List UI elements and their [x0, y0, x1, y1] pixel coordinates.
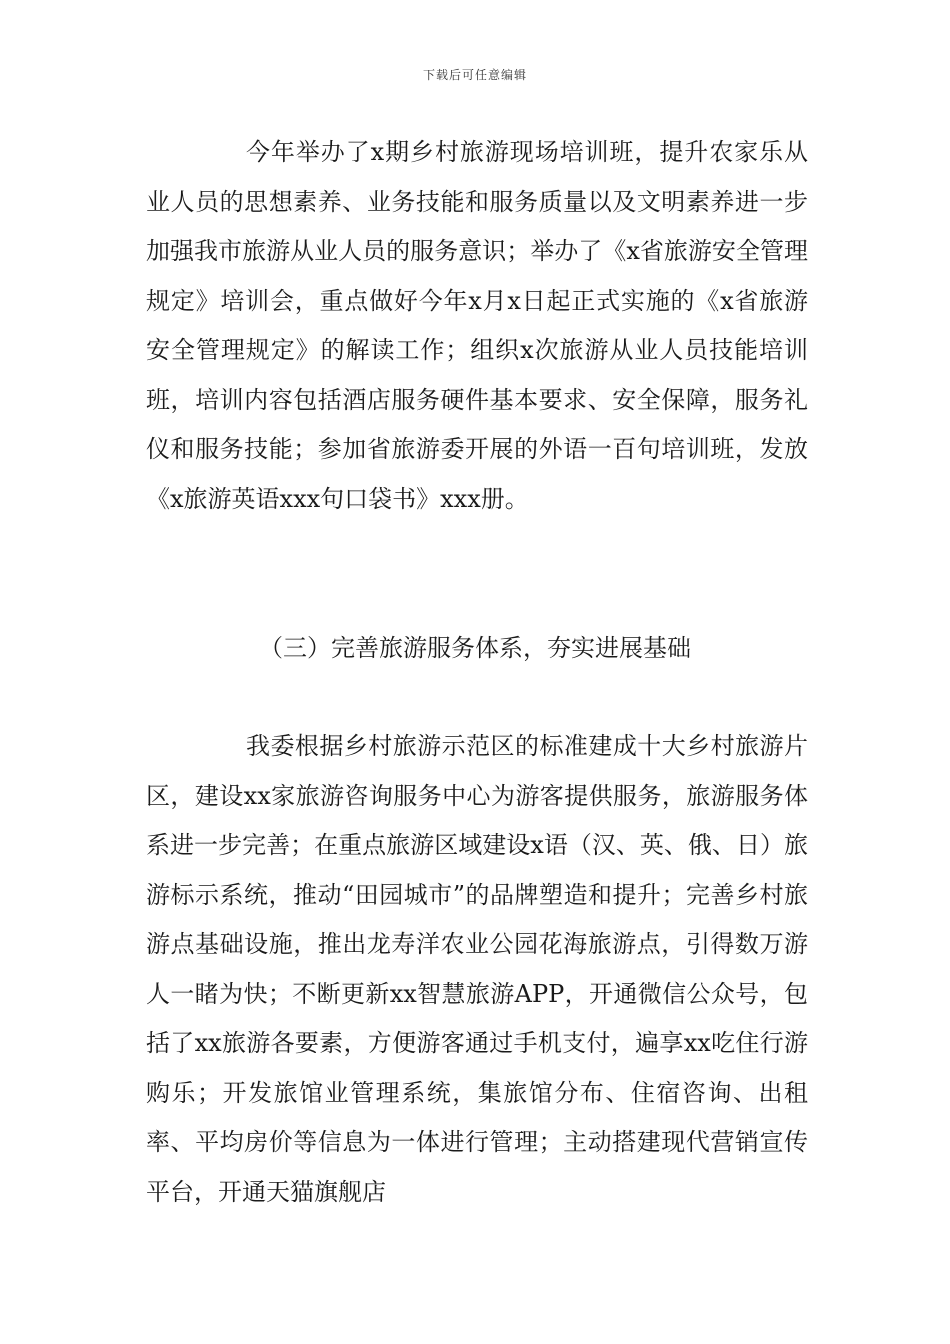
section-heading: （三）完善旅游服务体系，夯实进展基础	[259, 634, 691, 662]
paragraph-training: 今年举办了x期乡村旅游现场培训班，提升农家乐从业人员的思想素养、业务技能和服务质量以及文明素养进一步加强我市旅游从业人员的服务意识；举办了《x省旅游安全管理规定》培训会，重点做好今年x月x日起正式实施的《x省旅游安全管理规定》的解读工作；组织x次旅游从业人员技能培训班，培训内容包括酒店服务硬件基本要求、安全保障，服务礼仪和服务技能；参加省旅游委开展的外语一百句培训班，发放《x旅游英语xxx句口袋书》xxx册。	[146, 138, 808, 513]
paragraph-service-system: 我委根据乡村旅游示范区的标准建成十大乡村旅游片区，建设xx家旅游咨询服务中心为游客提供服务，旅游服务体系进一步完善；在重点旅游区域建设x语（汉、英、俄、日）旅游标示系统，推动“田园城市”的品牌塑造和提升；完善乡村旅游点基础设施，推出龙寿洋农业公园花海旅游点，引得数万游人一睹为快；不断更新xx智慧旅游APP，开通微信公众号，包括了xx旅游各要素，方便游客通过手机支付，遍享xx吃住行游购乐；开发旅馆业管理系统，集旅馆分布、住宿咨询、出租率、平均房价等信息为一体进行管理；主动搭建现代营销宣传平台，开通天猫旗舰店	[146, 732, 808, 1206]
header-note: 下载后可任意编辑	[422, 68, 527, 82]
